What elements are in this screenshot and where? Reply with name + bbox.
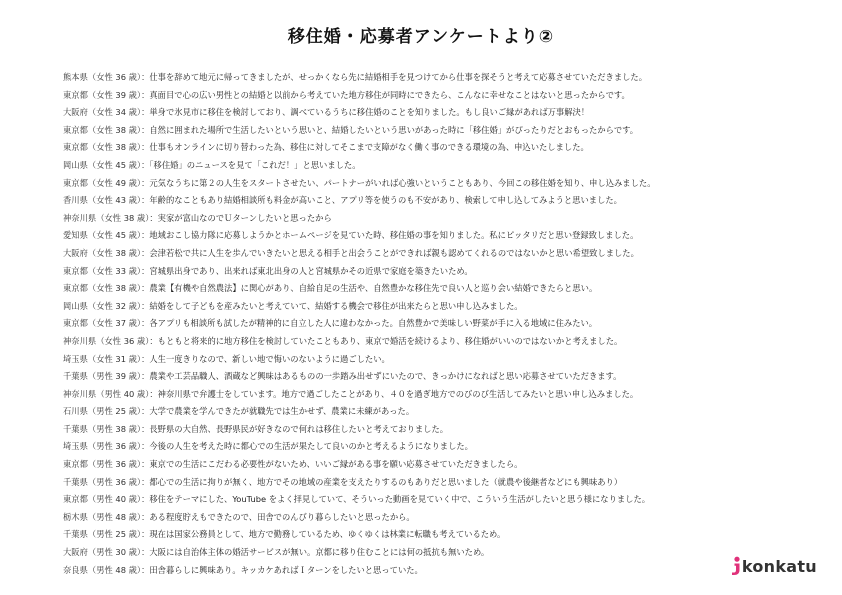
- list-item: [63, 298, 823, 316]
- list-item: [63, 280, 823, 298]
- respondent-label: 埼玉県（女性 31 歳）: [63, 353, 142, 364]
- separator: ：: [149, 388, 158, 399]
- response-text: 仕事もオンラインに切り替わった為、移住に対してそこまで支障がなく働く事のできる環境の為、申込いたしました。: [149, 142, 589, 153]
- response-text: 各アプリも相談所も試したが精神的に自立した人に違わなかった。自然豊かで美味しい野菜が手に入る地域に住みたい。: [149, 318, 598, 329]
- separator: ：: [149, 335, 158, 346]
- respondent-label: 千葉県（男性 25 歳）: [63, 529, 142, 540]
- separator: ：: [141, 247, 150, 258]
- respondent-label: 埼玉県（男性 36 歳）: [63, 441, 142, 452]
- separator: ：: [141, 300, 150, 311]
- list-item: [63, 104, 823, 122]
- respondent-label: 熊本県（女性 36 歳）: [63, 72, 142, 82]
- response-text: 実家が富山なのでＵターンしたいと思ったから: [157, 212, 332, 223]
- list-item: [63, 210, 823, 228]
- list-item: [63, 526, 823, 544]
- response-text: 神奈川県で弁護士をしています。地方で過ごしたことがあり、４０を過ぎ地方でのびのび生活してみたいと思い申し込みました。: [157, 388, 639, 399]
- separator: ：: [141, 265, 150, 276]
- respondent-label: 大阪府（女性 38 歳）: [63, 247, 142, 258]
- list-item: [63, 333, 823, 351]
- list-item: [63, 227, 823, 245]
- respondent-label: 千葉県（男性 38 歳）: [63, 423, 142, 434]
- list-item: [63, 421, 823, 439]
- separator: ：: [141, 511, 150, 522]
- survey-response-list: [63, 69, 823, 579]
- response-text: ある程度貯えもできたので、田舎でのんびり暮らしたいと思ったから。: [149, 511, 415, 522]
- page-title: 移住婚・応募者アンケートより②: [287, 27, 555, 47]
- respondent-label: 神奈川県（女性 38 歳）: [63, 212, 150, 223]
- response-text: 仕事を辞めて地元に帰ってきましたが、せっかくなら先に結婚相手を見つけてから仕事を探そうと考えて応募させていただきました。: [149, 72, 648, 82]
- separator: ：: [141, 318, 150, 329]
- respondent-label: 東京都（女性 38 歳）: [63, 142, 142, 153]
- separator: ：: [141, 159, 150, 170]
- respondent-label: 大阪府（男性 30 歳）: [63, 547, 142, 558]
- response-text: 自然に囲まれた場所で生活したいという思いと、結婚したいという思いがあった時に「移住婚」がぴったりだとおもったからです。: [149, 124, 639, 135]
- list-item: [63, 245, 823, 263]
- response-text: 人生一度きりなので、新しい地で悔いのないように過ごしたい。: [149, 353, 390, 364]
- list-item: [63, 122, 823, 140]
- separator: ：: [141, 107, 150, 118]
- respondent-label: 神奈川県（女性 36 歳）: [63, 335, 150, 346]
- list-item: [63, 562, 823, 580]
- separator: ：: [141, 89, 150, 100]
- list-item: [63, 491, 823, 509]
- respondent-label: 千葉県（男性 39 歳）: [63, 371, 142, 382]
- response-text: 会津若松で共に人生を歩んでいきたいと思える相手と出会うことができれば親も認めてくれるのではないかと思い希望致しました。: [149, 247, 639, 258]
- list-item: [63, 139, 823, 157]
- response-text: 地域おこし協力隊に応募しようかとホームページを見ていた時、移住婚の事を知りました。私にピッタリだと思い登録致しました。: [149, 230, 639, 241]
- respondent-label: 石川県（男性 25 歳）: [63, 406, 142, 417]
- response-text: 真面目で心の広い男性との結婚と以前から考えていた地方移住が同時にできたら、こんなに幸せなことはないと思ったからです。: [149, 89, 630, 100]
- respondent-label: 栃木県（男性 48 歳）: [63, 511, 142, 522]
- list-item: [63, 263, 823, 281]
- respondent-label: 奈良県（男性 48 歳）: [63, 564, 142, 575]
- separator: ：: [141, 529, 150, 540]
- response-text: 長野県の大自然、長野県民が好きなので何れは移住したいと考えておりました。: [149, 423, 449, 434]
- response-text: もともと将来的に地方移住を検討していたこともあり、東京で婚活を続けるより、移住婚がいいのではないかと考えました。: [157, 335, 623, 346]
- respondent-label: 東京都（女性 49 歳）: [63, 177, 142, 188]
- list-item: [63, 544, 823, 562]
- list-item: [63, 69, 823, 87]
- list-item: [63, 456, 823, 474]
- response-text: 大学で農業を学んできたが就職先では生かせず、農業に未練があった。: [149, 406, 415, 417]
- separator: ：: [141, 283, 150, 294]
- separator: ：: [141, 230, 150, 241]
- separator: ：: [141, 459, 150, 470]
- separator: ：: [141, 547, 150, 558]
- list-item: [63, 438, 823, 456]
- list-item: [63, 509, 823, 527]
- respondent-label: 東京都（女性 39 歳）: [63, 89, 142, 100]
- response-text: 現在は国家公務員として、地方で勤務しているため、ゆくゆくは林業に転職も考えているため。: [149, 529, 506, 540]
- separator: ：: [141, 441, 150, 452]
- response-text: 元気なうちに第２の人生をスタートさせたい、パートナーがいれば心強いということもあり、今回この移住婚を知り、申し込みました。: [149, 177, 656, 188]
- response-text: 農業や工芸品職人、酒蔵など興味はあるものの一歩踏み出せずにいたので、きっかけになればと思い応募させていただきます。: [149, 371, 622, 382]
- respondent-label: 千葉県（男性 36 歳）: [63, 476, 142, 487]
- respondent-label: 愛知県（女性 45 歳）: [63, 230, 142, 241]
- list-item: [63, 157, 823, 175]
- response-text: 「移住婚」のニュースを見て「これだ！」と思いました。: [149, 159, 361, 170]
- respondent-label: 東京都（女性 33 歳）: [63, 265, 142, 276]
- response-text: 都心での生活に拘りが無く、地方でその地域の産業を支えたりするのもありだと思いました（就農や後継者などにも興味あり）: [149, 476, 623, 487]
- respondent-label: 岡山県（女性 45 歳）: [63, 159, 142, 170]
- response-text: 東京での生活にこだわる必要性がないため、いいご縁がある事を願い応募させていただきましたら。: [149, 459, 523, 470]
- separator: ：: [141, 177, 150, 188]
- respondent-label: 東京都（女性 38 歳）: [63, 283, 142, 294]
- separator: ：: [141, 494, 150, 505]
- respondent-label: 神奈川県（男性 40 歳）: [63, 388, 150, 399]
- separator: ：: [141, 195, 150, 206]
- list-item: [63, 386, 823, 404]
- response-text: 移住をテーマにした、YouTube をよく拝見していて、そういった動画を見ていく中で、こういう生活がしたいと思う様になりました。: [149, 494, 651, 505]
- respondent-label: 岡山県（女性 32 歳）: [63, 300, 142, 311]
- response-text: 年齢的なこともあり結婚相談所も料金が高いこと、アプリ等を使うのも不安があり、検索して申し込してみようと思いました。: [149, 195, 622, 206]
- separator: ：: [149, 212, 158, 223]
- list-item: [63, 315, 823, 333]
- separator: ：: [141, 72, 150, 82]
- respondent-label: 東京都（男性 40 歳）: [63, 494, 142, 505]
- separator: ：: [141, 406, 150, 417]
- respondent-label: 東京都（女性 37 歳）: [63, 318, 142, 329]
- respondent-label: 大阪府（女性 34 歳）: [63, 107, 142, 118]
- separator: ：: [141, 124, 150, 135]
- separator: ：: [141, 564, 150, 575]
- response-text: 今後の人生を考えた時に都心での生活が果たして良いのかと考えるようになりました。: [149, 441, 473, 452]
- list-item: [63, 87, 823, 105]
- separator: ：: [141, 353, 150, 364]
- response-text: 単身で氷見市に移住を検討しており、調べているうちに移住婚のことを知りました。もし良いご縁があれば万事解決！: [149, 107, 590, 118]
- response-text: 農業【有機や自然農法】に関心があり、自給自足の生活や、自然豊かな移住先で良い人と巡り会い結婚できたらと思い。: [149, 283, 598, 294]
- response-text: 田舎暮らしに興味あり。キッカケあればＩターンをしたいと思っていた。: [149, 564, 423, 575]
- list-item: [63, 351, 823, 369]
- separator: ：: [141, 423, 150, 434]
- list-item: [63, 192, 823, 210]
- separator: ：: [141, 371, 150, 382]
- respondent-label: 東京都（男性 36 歳）: [63, 459, 142, 470]
- list-item: [63, 403, 823, 421]
- response-text: 大阪には自治体主体の婚活サービスが無い。京都に移り住むことには何の抵抗も無いため。: [149, 547, 490, 558]
- logo-i-mark-icon: [731, 556, 741, 576]
- response-text: 結婚をして子どもを産みたいと考えていて、結婚する機会で移住が出来たらと思い申し込みました。: [149, 300, 523, 311]
- logo-text: konkatu: [741, 556, 817, 576]
- respondent-label: 香川県（女性 43 歳）: [63, 195, 142, 206]
- separator: ：: [141, 476, 150, 487]
- response-text: 宮城県出身であり、出来れば東北出身の人と宮城県かその近県で家庭を築きたいため。: [149, 265, 473, 276]
- respondent-label: 東京都（女性 38 歳）: [63, 124, 142, 135]
- list-item: [63, 368, 823, 386]
- list-item: [63, 175, 823, 193]
- brand-logo: [731, 555, 817, 577]
- separator: ：: [141, 142, 150, 153]
- list-item: [63, 474, 823, 492]
